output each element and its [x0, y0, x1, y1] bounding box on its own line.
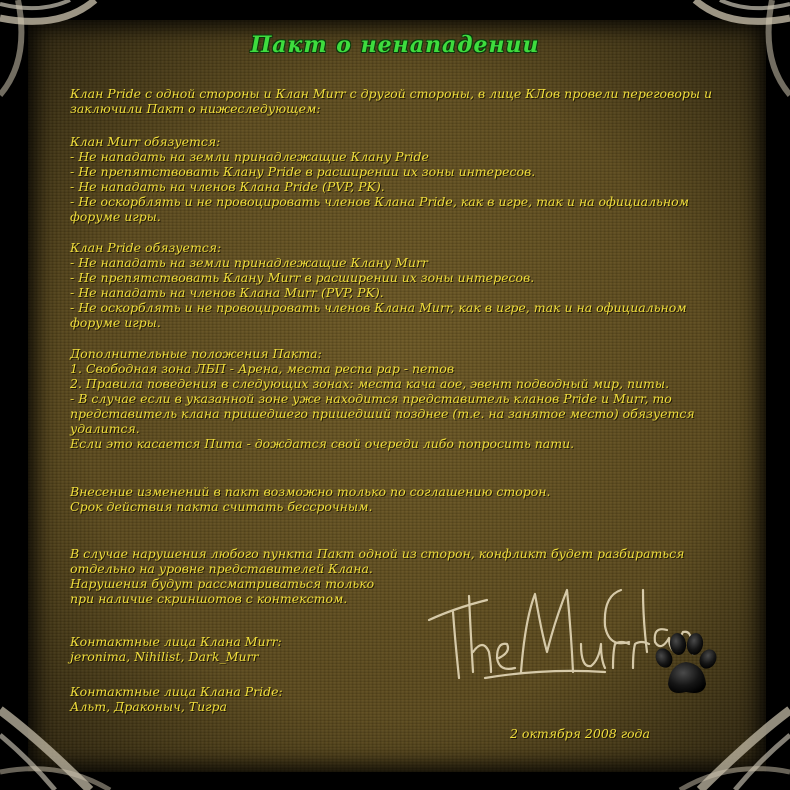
additional-provision-item: 2. Правила поведения в следующих зонах: места кача аое, эвент подводный мир, питы.: [70, 376, 670, 391]
murr-obligation-item: - Не препятствовать Клану Pride в расширении их зоны интересов.: [70, 164, 536, 179]
additional-provision-item: Если это касается Пита - дождатся свой очереди либо попросить пати.: [70, 436, 575, 451]
pride-contacts-names: Альт, Драконыч, Тигра: [70, 699, 227, 714]
murr-contacts-heading: Контактные лица Клана Murr:: [70, 634, 282, 649]
corner-ornament-top-right: [640, 0, 790, 150]
murr-contacts-names: jeronima, Nihilist, Dark_Murr: [70, 649, 259, 664]
additional-provision-item: - В случае если в указанной зоне уже находится представитель кланов Pride и Murr, то: [70, 391, 672, 406]
additional-provision-item: удалится.: [70, 421, 140, 436]
intro-line: заключили Пакт о нижеследующем:: [70, 101, 321, 116]
murr-obligation-item: - Не нападать на земли принадлежащие Клану Pride: [70, 149, 429, 164]
murr-obligations-section: [70, 134, 740, 224]
intro-line: Клан Pride с одной стороны и Клан Murr с другой стороны, в лице КЛов провели переговоры и: [70, 86, 713, 101]
pride-obligation-item: - Не нападать на земли принадлежащие Клану Murr: [70, 255, 428, 270]
murr-obligations-heading: Клан Murr обязуется:: [70, 134, 221, 149]
pride-obligations-section: [70, 240, 740, 330]
murr-obligation-item: - Не оскорблять и не провоцировать членов Клана Pride, как в игре, так и на официальном: [70, 194, 689, 209]
pride-obligation-item: форуме игры.: [70, 315, 161, 330]
intro-paragraph: [70, 86, 740, 116]
paw-print-icon: [650, 628, 722, 700]
corner-ornament-top-left: [0, 0, 150, 150]
additional-provision-item: представитель клана пришедшего пришедший позднее (т.е. на занятое место) обязуется: [70, 406, 695, 421]
changes-line: Внесение изменений в пакт возможно только по соглашению сторон.: [70, 484, 551, 499]
violation-line: В случае нарушения любого пункта Пакт одной из сторон, конфликт будет разбираться: [70, 546, 685, 561]
changes-section: [70, 484, 740, 514]
pride-obligations-heading: Клан Pride обязуется:: [70, 240, 222, 255]
violation-line: при наличие скриншотов с контекстом.: [70, 591, 348, 606]
document-title: Пакт о ненападении: [250, 32, 540, 58]
document-date: 2 октября 2008 года: [510, 726, 650, 741]
additional-provision-item: 1. Свободная зона ЛБП - Арена, места респа рар - петов: [70, 361, 455, 376]
pride-obligation-item: - Не оскорблять и не провоцировать членов Клана Murr, как в игре, так и на официальном: [70, 300, 687, 315]
pride-obligation-item: - Не нападать на членов Клана Murr (PVP, PK).: [70, 285, 384, 300]
changes-line: Срок действия пакта считать бессрочным.: [70, 499, 373, 514]
pride-obligation-item: - Не препятствовать Клану Murr в расширении их зоны интересов.: [70, 270, 535, 285]
pride-contacts-heading: Контактные лица Клана Pride:: [70, 684, 283, 699]
additional-provisions-heading: Дополнительные положения Пакта:: [70, 346, 322, 361]
murr-obligation-item: форуме игры.: [70, 209, 161, 224]
violation-line: отдельно на уровне представителей Клана.: [70, 561, 373, 576]
violation-line: Нарушения будут рассматриваться только: [70, 576, 375, 591]
murr-obligation-item: - Не нападать на членов Клана Pride (PVP, PK).: [70, 179, 385, 194]
additional-provisions-section: [70, 346, 740, 451]
